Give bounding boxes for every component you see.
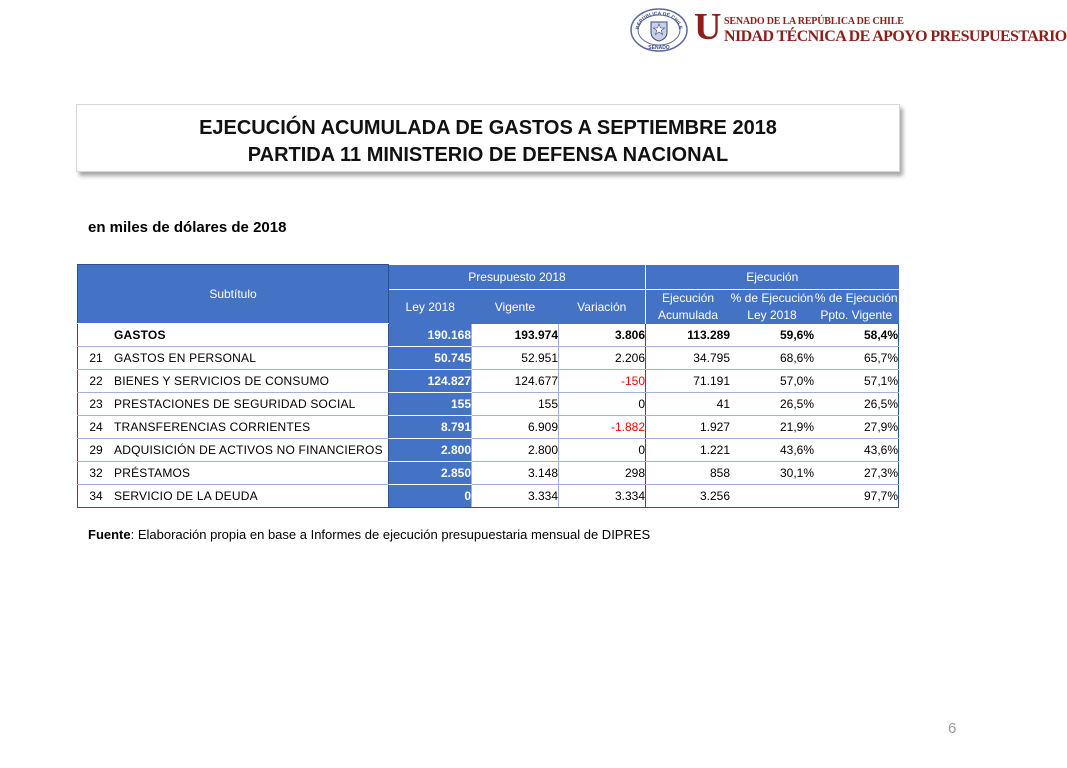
row-code: 23 [78, 393, 115, 416]
row-name: GASTOS EN PERSONAL [114, 347, 389, 370]
row-ejecucion: 41 [646, 393, 731, 416]
row-ley: 8.791 [389, 416, 472, 439]
col-header-ejecucion-acumulada [646, 289, 731, 324]
row-pct-vigente: 27,9% [814, 416, 899, 439]
col-header-pct-vigente-l1: % de Ejecución [814, 290, 898, 305]
col-header-pct-ley [730, 289, 814, 324]
col-header-pct-vigente [814, 289, 899, 324]
table-row [78, 439, 899, 462]
table-row [78, 370, 899, 393]
col-group-ejecucion: Ejecución [646, 265, 899, 290]
row-ejecucion: 3.256 [646, 485, 731, 508]
row-pct-vigente: 97,7% [814, 485, 899, 508]
row-ley: 2.800 [389, 439, 472, 462]
row-code: 21 [78, 347, 115, 370]
row-variacion: 0 [559, 439, 646, 462]
row-pct-ley: 26,5% [730, 393, 814, 416]
col-group-presupuesto: Presupuesto 2018 [389, 265, 646, 290]
row-ley: 155 [389, 393, 472, 416]
row-pct-ley [730, 485, 814, 508]
row-ejecucion: 1.927 [646, 416, 731, 439]
row-vigente: 124.677 [472, 370, 559, 393]
table-row-total [78, 324, 899, 347]
col-header-variacion: Variación [559, 289, 646, 324]
table-row [78, 485, 899, 508]
slide-title-line-1: EJECUCIÓN ACUMULADA DE GASTOS A SEPTIEMBRE 2018 [199, 117, 777, 139]
row-pct-vigente: 57,1% [814, 370, 899, 393]
budget-execution-table [77, 264, 899, 508]
row-name: BIENES Y SERVICIOS DE CONSUMO [114, 370, 389, 393]
row-ley: 50.745 [389, 347, 472, 370]
row-pct-vigente: 58,4% [814, 324, 899, 347]
row-ejecucion: 113.289 [646, 324, 731, 347]
row-code: 24 [78, 416, 115, 439]
row-ejecucion: 1.221 [646, 439, 731, 462]
col-header-pct-ley-l1: % de Ejecución [730, 290, 814, 305]
slide-title-box [76, 104, 900, 172]
row-vigente: 155 [472, 393, 559, 416]
row-pct-vigente: 26,5% [814, 393, 899, 416]
row-ley: 2.850 [389, 462, 472, 485]
row-vigente: 52.951 [472, 347, 559, 370]
row-variacion: 298 [559, 462, 646, 485]
source-note [88, 527, 650, 542]
table-row [78, 347, 899, 370]
col-header-pct-vigente-l2: Ppto. Vigente [820, 307, 893, 322]
row-variacion: -150 [559, 370, 646, 393]
col-header-pct-ley-l2: Ley 2018 [747, 307, 797, 322]
row-name: ADQUISICIÓN DE ACTIVOS NO FINANCIEROS [114, 439, 389, 462]
row-ley: 0 [389, 485, 472, 508]
seal-top-text: REPÚBLICA DE CHILE [634, 10, 684, 30]
row-pct-ley: 57,0% [730, 370, 814, 393]
row-variacion: 0 [559, 393, 646, 416]
row-code: 32 [78, 462, 115, 485]
row-variacion: 3.806 [559, 324, 646, 347]
row-ejecucion: 858 [646, 462, 731, 485]
row-ley: 190.168 [389, 324, 472, 347]
table-row [78, 416, 899, 439]
row-ejecucion: 34.795 [646, 347, 731, 370]
brand-initial: U [694, 6, 722, 48]
row-name: GASTOS [114, 324, 389, 347]
slide-title-line-2: PARTIDA 11 MINISTERIO DE DEFENSA NACIONAL [247, 144, 729, 166]
row-code: 29 [78, 439, 115, 462]
row-pct-ley: 30,1% [730, 462, 814, 485]
row-pct-ley: 21,9% [730, 416, 814, 439]
row-vigente: 193.974 [472, 324, 559, 347]
row-name: TRANSFERENCIAS CORRIENTES [114, 416, 389, 439]
row-pct-ley: 59,6% [730, 324, 814, 347]
row-pct-vigente: 65,7% [814, 347, 899, 370]
page-number: 6 [948, 720, 957, 737]
col-header-ejecucion-acumulada-l1: Ejecución [661, 290, 715, 305]
row-pct-vigente: 27,3% [814, 462, 899, 485]
row-variacion: 3.334 [559, 485, 646, 508]
table-row [78, 462, 899, 485]
brand-line-unidad: NIDAD TÉCNICA DE APOYO PRESUPUESTARIO [724, 28, 1067, 45]
units-label: en miles de dólares de 2018 [88, 219, 287, 236]
row-variacion: -1.882 [559, 416, 646, 439]
row-vigente: 2.800 [472, 439, 559, 462]
row-pct-ley: 43,6% [730, 439, 814, 462]
brand-logo [694, 6, 1067, 48]
row-pct-vigente: 43,6% [814, 439, 899, 462]
row-code: 22 [78, 370, 115, 393]
row-vigente: 3.334 [472, 485, 559, 508]
row-name: PRESTACIONES DE SEGURIDAD SOCIAL [114, 393, 389, 416]
row-ley: 124.827 [389, 370, 472, 393]
row-code: 34 [78, 485, 115, 508]
col-header-ejecucion-acumulada-l2: Acumulada [657, 307, 719, 322]
brand-line-senado: SENADO DE LA REPÚBLICA DE CHILE [724, 16, 904, 27]
col-header-subtitulo: Subtítulo [78, 265, 389, 324]
source-label: Fuente [88, 527, 131, 542]
row-name: SERVICIO DE LA DEUDA [114, 485, 389, 508]
col-header-ley: Ley 2018 [389, 289, 472, 324]
row-code [78, 324, 115, 347]
row-vigente: 6.909 [472, 416, 559, 439]
row-variacion: 2.206 [559, 347, 646, 370]
source-text: : Elaboración propia en base a Informes de ejecución presupuestaria mensual de DIPRES [130, 527, 651, 542]
senate-seal-logo [630, 8, 688, 52]
row-name: PRÉSTAMOS [114, 462, 389, 485]
col-header-vigente: Vigente [472, 289, 559, 324]
table-row [78, 393, 899, 416]
row-pct-ley: 68,6% [730, 347, 814, 370]
row-vigente: 3.148 [472, 462, 559, 485]
seal-bottom-text: SENADO [648, 45, 670, 51]
row-ejecucion: 71.191 [646, 370, 731, 393]
